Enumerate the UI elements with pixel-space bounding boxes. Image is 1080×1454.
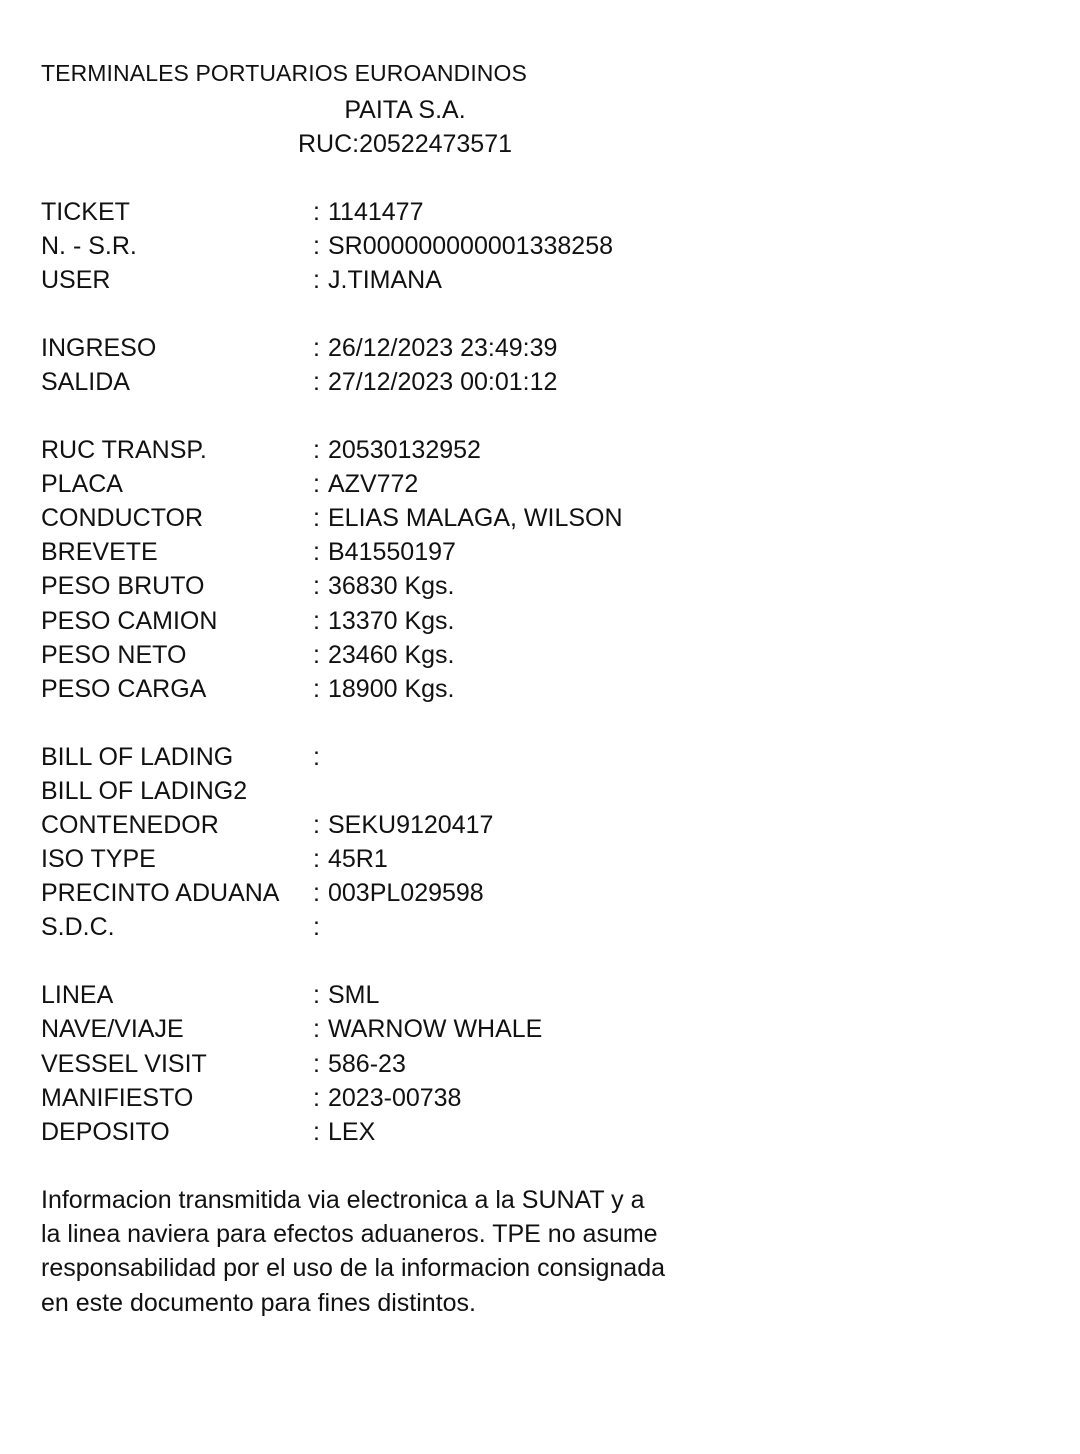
field-label: RUC TRANSP. — [41, 436, 207, 464]
field-label: MANIFIESTO — [41, 1084, 194, 1112]
field-separator: : — [313, 811, 320, 839]
field-value: SEKU9120417 — [328, 811, 494, 839]
field-separator: : — [313, 1015, 320, 1043]
disclaimer-line: la linea naviera para efectos aduaneros. TPE no asume — [41, 1220, 658, 1249]
field-value: 18900 Kgs. — [328, 675, 455, 703]
field-separator: : — [313, 470, 320, 498]
field-separator: : — [313, 607, 320, 635]
field-separator: : — [313, 743, 320, 771]
field-value: 26/12/2023 23:49:39 — [328, 334, 558, 362]
field-separator: : — [313, 266, 320, 294]
field-value: 2023-00738 — [328, 1084, 462, 1112]
field-value: LEX — [328, 1118, 376, 1146]
field-value: J.TIMANA — [328, 266, 442, 294]
field-separator: : — [313, 198, 320, 226]
field-separator: : — [313, 641, 320, 669]
field-value: WARNOW WHALE — [328, 1015, 543, 1043]
field-label: PESO BRUTO — [41, 572, 205, 600]
field-label: BILL OF LADING2 — [41, 777, 248, 805]
field-label: TICKET — [41, 198, 130, 226]
disclaimer-line: en este documento para fines distintos. — [41, 1288, 476, 1317]
company-name: TERMINALES PORTUARIOS EUROANDINOS — [41, 60, 527, 86]
disclaimer-line: Informacion transmitida via electronica a la SUNAT y a — [41, 1186, 645, 1214]
field-value: 23460 Kgs. — [328, 641, 455, 669]
company-ruc: RUC:20522473571 — [297, 130, 513, 158]
field-separator: : — [313, 1050, 320, 1078]
field-separator: : — [313, 436, 320, 464]
field-value: SML — [328, 981, 380, 1009]
field-separator: : — [313, 504, 320, 532]
field-label: PESO CARGA — [41, 675, 207, 703]
field-label: INGRESO — [41, 334, 157, 362]
field-label: LINEA — [41, 981, 114, 1009]
field-label: VESSEL VISIT — [41, 1050, 207, 1078]
field-label: USER — [41, 266, 111, 294]
field-separator: : — [313, 981, 320, 1009]
field-separator: : — [313, 232, 320, 260]
field-label: SALIDA — [41, 368, 130, 396]
disclaimer — [41, 1183, 741, 1320]
field-label: BREVETE — [41, 538, 158, 566]
field-value: 45R1 — [328, 845, 388, 873]
field-label: CONTENEDOR — [41, 811, 219, 839]
field-separator: : — [313, 1084, 320, 1112]
field-label: PLACA — [41, 470, 123, 498]
field-label: DEPOSITO — [41, 1118, 170, 1146]
disclaimer-line: responsabilidad por el uso de la informacion consignada — [41, 1254, 666, 1283]
field-label: NAVE/VIAJE — [41, 1015, 184, 1043]
field-separator: : — [313, 368, 320, 396]
field-label: BILL OF LADING — [41, 743, 234, 771]
field-label: N. - S.R. — [41, 232, 137, 260]
field-value: 586-23 — [328, 1050, 406, 1078]
field-separator: : — [313, 538, 320, 566]
field-value: 1141477 — [328, 198, 424, 226]
field-separator: : — [313, 845, 320, 873]
field-separator: : — [313, 675, 320, 703]
field-separator: : — [313, 334, 320, 362]
field-value: 20530132952 — [328, 436, 481, 464]
field-label: CONDUCTOR — [41, 504, 204, 532]
company-name-line2: PAITA S.A. — [344, 96, 466, 124]
field-separator: : — [313, 913, 320, 941]
field-separator: : — [313, 572, 320, 600]
field-value: 27/12/2023 00:01:12 — [328, 368, 558, 396]
field-label: ISO TYPE — [41, 845, 156, 873]
field-separator: : — [313, 1118, 320, 1146]
field-value: B41550197 — [328, 538, 456, 566]
field-separator: : — [313, 879, 320, 907]
field-label: PESO CAMION — [41, 607, 218, 635]
field-value: 36830 Kgs. — [328, 572, 455, 600]
field-value: 13370 Kgs. — [328, 607, 455, 635]
field-value: 003PL029598 — [328, 879, 484, 907]
field-value: AZV772 — [328, 470, 419, 498]
field-label: S.D.C. — [41, 913, 115, 941]
field-label: PRECINTO ADUANA — [41, 879, 280, 907]
field-value: ELIAS MALAGA, WILSON — [328, 504, 623, 532]
field-value: SR000000000001338258 — [328, 232, 613, 260]
field-label: PESO NETO — [41, 641, 187, 669]
